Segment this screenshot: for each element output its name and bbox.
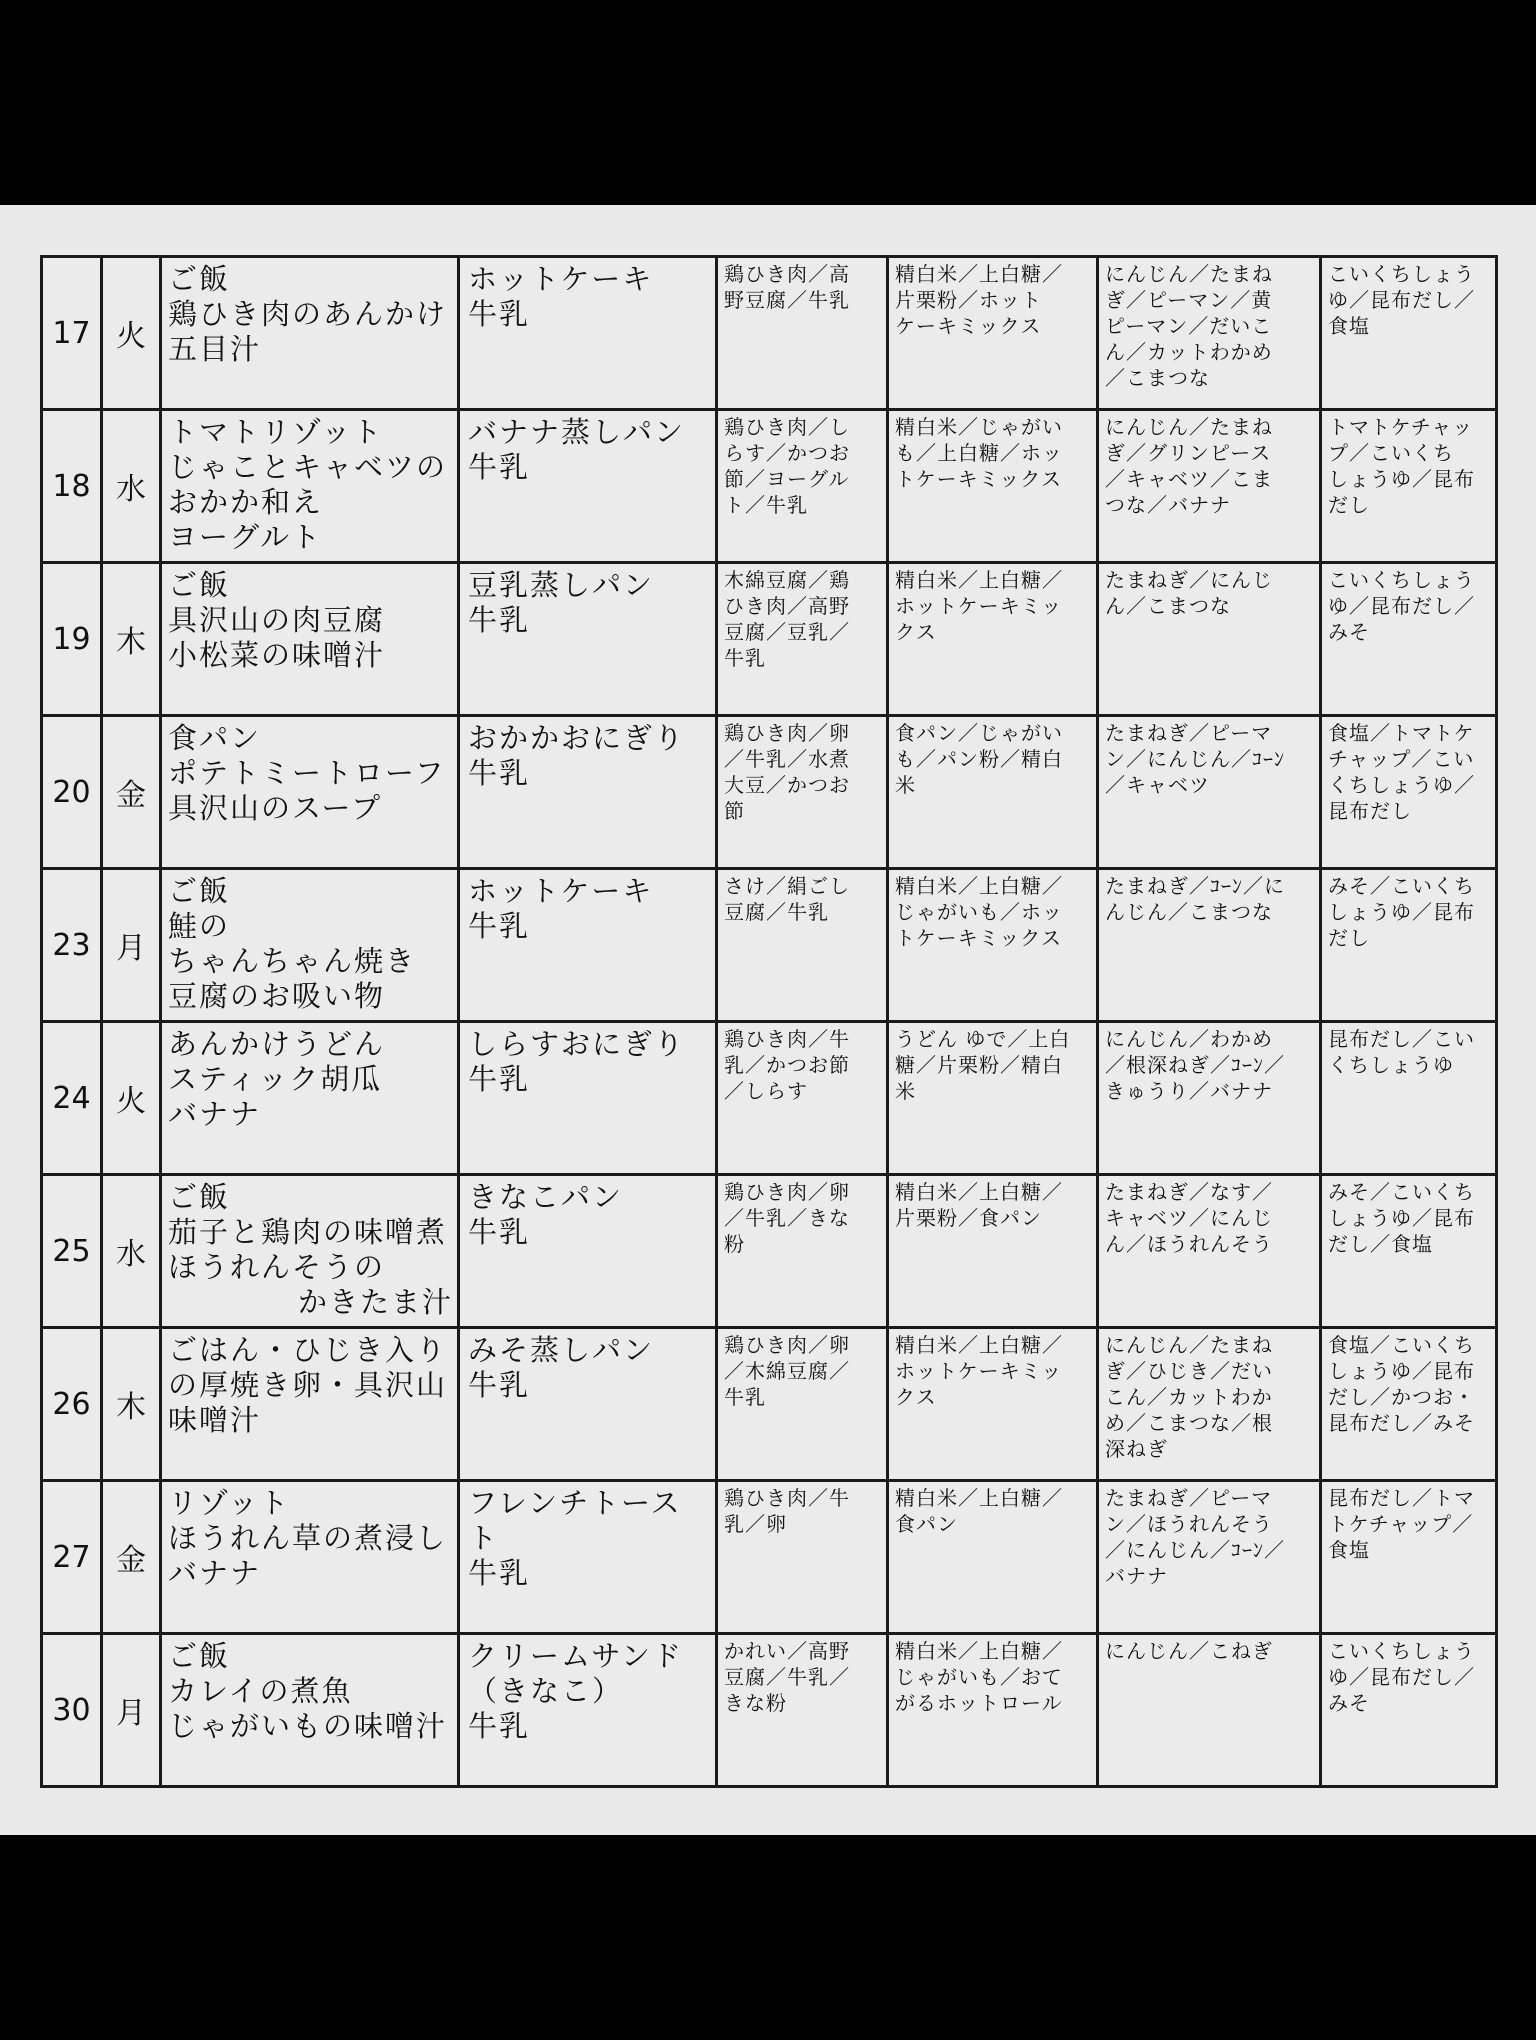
vitamin-foods-cell (1098, 716, 1321, 869)
snack-cell (459, 1175, 717, 1328)
text-line: ゆ／昆布だし／ (1328, 288, 1475, 312)
text-line: 牛乳 (468, 1368, 531, 1402)
text-line: ポテトミートローフ (168, 756, 446, 790)
seasoning-cell (1321, 410, 1497, 563)
snack-cell (459, 1634, 717, 1787)
text-line: ン／にんじん／ｺｰﾝ (1105, 747, 1285, 771)
text-line: 五目汁 (168, 332, 262, 366)
text-line: 鶏ひき肉／し (724, 415, 850, 439)
text-line: ゆ／昆布だし／ (1328, 594, 1475, 618)
text-line: みそ蒸しパン (468, 1333, 655, 1367)
text-line: にんじん／たまね (1105, 415, 1273, 439)
text-line: 食パン (168, 721, 262, 755)
text-line: 精白米／上白糖／ (895, 874, 1063, 898)
text-line: ／木綿豆腐／ (724, 1359, 850, 1383)
text-line: こいくちしょう (1328, 262, 1475, 286)
protein-foods-cell (717, 1022, 888, 1175)
dish-cell (161, 563, 459, 716)
text-line: じゃことキャベツの (168, 450, 448, 484)
text-line: 深ねぎ (1105, 1437, 1168, 1461)
snack-cell (459, 716, 717, 869)
dish-cell (161, 869, 459, 1022)
vitamin-foods-cell (1098, 1634, 1321, 1787)
text-line: トケーキミックス (895, 926, 1062, 950)
text-line: 具沢山のスープ (168, 791, 383, 825)
text-line: スティック胡瓜 (168, 1062, 383, 1096)
weekday-cell: 月 (102, 1634, 161, 1787)
text-line: じゃがいもの味噌汁 (168, 1709, 448, 1743)
energy-foods-cell (888, 869, 1098, 1022)
text-line: ご飯 (168, 1639, 231, 1673)
text-line: じゃがいも／ホッ (895, 900, 1063, 924)
text-line: 乳／かつお節 (724, 1053, 850, 1077)
dish-cell (161, 1022, 459, 1175)
text-line: だし (1328, 926, 1370, 950)
date-cell: 30 (42, 1634, 102, 1787)
text-line: おかかおにぎり (468, 721, 686, 755)
text-line: たまねぎ／にんじ (1105, 568, 1273, 592)
text-line: チャップ／こい (1328, 747, 1475, 771)
text-line: 牛乳 (724, 646, 766, 670)
table-row (42, 1022, 1497, 1175)
seasoning-cell (1321, 1022, 1497, 1175)
text-line: の厚焼き卵・具沢山 (168, 1368, 448, 1402)
text-line: バナナ (168, 1097, 262, 1131)
text-line: 鶏ひき肉／卵 (724, 1333, 850, 1357)
text-line: ぎ／ひじき／だい (1105, 1359, 1273, 1383)
text-line: こいくちしょう (1328, 568, 1475, 592)
energy-foods-cell (888, 1481, 1098, 1634)
text-line: みそ (1328, 1691, 1370, 1715)
vitamin-foods-cell (1098, 1022, 1321, 1175)
text-line: かきたま汁 (298, 1285, 454, 1319)
text-line: クス (895, 1385, 937, 1409)
energy-foods-cell (888, 716, 1098, 869)
text-line: クス (895, 620, 937, 644)
text-line: ケーキミックス (895, 314, 1042, 338)
text-line: がるホットロール (895, 1691, 1063, 1715)
text-line: ／キャベツ／こま (1105, 467, 1273, 491)
text-line: 食塩／こいくち (1328, 1333, 1475, 1357)
text-line: ン／ほうれんそう (1105, 1512, 1273, 1536)
text-line: 精白米／上白糖／ (895, 1333, 1063, 1357)
energy-foods-cell (888, 410, 1098, 563)
vitamin-foods-cell (1098, 1175, 1321, 1328)
seasoning-cell (1321, 1634, 1497, 1787)
text-line: トマトリゾット (168, 415, 384, 449)
text-line: ひき肉／高野 (724, 594, 850, 618)
protein-foods-cell (717, 1481, 888, 1634)
text-line: ／こまつな (1105, 366, 1210, 390)
seasoning-cell (1321, 716, 1497, 869)
text-line: たまねぎ／なす／ (1105, 1180, 1273, 1204)
text-line: おかか和え (168, 485, 324, 519)
text-line: 牛乳 (468, 1062, 531, 1096)
text-line: も／パン粉／精白 (895, 747, 1063, 771)
protein-foods-cell (717, 257, 888, 410)
text-line: 小松菜の味噌汁 (168, 638, 386, 672)
weekday-cell: 木 (102, 563, 161, 716)
vitamin-foods-cell (1098, 1481, 1321, 1634)
protein-foods-cell (717, 1328, 888, 1481)
text-line: しょうゆ／昆布 (1328, 900, 1475, 924)
seasoning-cell (1321, 1175, 1497, 1328)
text-line: 鶏ひき肉のあんかけ (168, 297, 448, 331)
text-line: くちしょうゆ／ (1328, 773, 1475, 797)
weekday-cell: 月 (102, 869, 161, 1022)
snack-cell (459, 1328, 717, 1481)
text-line: 野豆腐／牛乳 (724, 288, 850, 312)
dish-cell (161, 1634, 459, 1787)
text-line: だし／かつお・ (1328, 1385, 1475, 1409)
lunch-menu-table (40, 255, 1498, 1788)
text-line: だし (1328, 493, 1370, 517)
table-row (42, 1175, 1497, 1328)
text-line: 茄子と鶏肉の味噌煮 (168, 1215, 448, 1249)
snack-cell (459, 410, 717, 563)
text-line: ん／こまつな (1105, 594, 1231, 618)
text-line: んじん／こまつな (1105, 900, 1273, 924)
vitamin-foods-cell (1098, 1328, 1321, 1481)
text-line: こいくちしょう (1328, 1639, 1475, 1663)
text-line: トマトケチャッ (1328, 415, 1474, 439)
text-line: ト (468, 1521, 500, 1555)
weekday-cell: 水 (102, 1175, 161, 1328)
weekday-cell: 水 (102, 410, 161, 563)
protein-foods-cell (717, 563, 888, 716)
text-line: 牛乳 (468, 756, 531, 790)
text-line: きなこパン (468, 1180, 624, 1214)
seasoning-cell (1321, 1328, 1497, 1481)
text-line: 牛乳 (724, 1385, 766, 1409)
energy-foods-cell (888, 1328, 1098, 1481)
text-line: 食パン (895, 1512, 958, 1536)
energy-foods-cell (888, 1022, 1098, 1175)
text-line: 牛乳 (468, 603, 531, 637)
vitamin-foods-cell (1098, 410, 1321, 563)
weekday-cell: 金 (102, 1481, 161, 1634)
text-line: しょうゆ／昆布 (1328, 467, 1475, 491)
date-cell: 24 (42, 1022, 102, 1175)
text-line: 鶏ひき肉／高 (724, 262, 850, 286)
text-line: ご飯 (168, 262, 231, 296)
text-line: 精白米／上白糖／ (895, 262, 1063, 286)
text-line: 豆乳蒸しパン (468, 568, 655, 602)
text-line: 精白米／じゃがい (895, 415, 1063, 439)
text-line: さけ／絹ごし (724, 874, 850, 898)
text-line: にんじん／たまね (1105, 1333, 1273, 1357)
energy-foods-cell (888, 1634, 1098, 1787)
text-line: 豆腐／牛乳／ (724, 1665, 850, 1689)
text-line: たまねぎ／ピーマ (1105, 721, 1273, 745)
text-line: にんじん／こねぎ (1105, 1639, 1273, 1663)
text-line: だし／食塩 (1328, 1232, 1433, 1256)
text-line: 米 (895, 1079, 916, 1103)
text-line: ホットケーキ (468, 874, 654, 908)
date-cell: 27 (42, 1481, 102, 1634)
text-line: 具沢山の肉豆腐 (168, 603, 386, 637)
text-line: 鶏ひき肉／牛 (724, 1486, 850, 1510)
text-line: ／しらす (724, 1079, 808, 1103)
text-line: ん／カットわかめ (1105, 340, 1273, 364)
text-line: ちゃんちゃん焼き (168, 944, 417, 978)
text-line: トケーキミックス (895, 467, 1062, 491)
text-line: 鶏ひき肉／卵 (724, 721, 850, 745)
dish-cell (161, 1175, 459, 1328)
text-line: ／キャベツ (1105, 773, 1210, 797)
text-line: 昆布だし (1328, 799, 1412, 823)
text-line: キャベツ／にんじ (1105, 1206, 1273, 1230)
text-line: くちしょうゆ (1328, 1053, 1454, 1077)
date-cell: 23 (42, 869, 102, 1022)
text-line: きゅうり／バナナ (1105, 1079, 1273, 1103)
text-line: ぎ／グリンピース (1105, 441, 1272, 465)
seasoning-cell (1321, 1481, 1497, 1634)
protein-foods-cell (717, 869, 888, 1022)
date-cell: 18 (42, 410, 102, 563)
vitamin-foods-cell (1098, 257, 1321, 410)
text-line: 昆布だし／みそ (1328, 1411, 1475, 1435)
text-line: 精白米／上白糖／ (895, 1486, 1063, 1510)
text-line: 牛乳 (468, 909, 531, 943)
text-line: しょうゆ／昆布 (1328, 1206, 1475, 1230)
text-line: 精白米／上白糖／ (895, 568, 1063, 592)
text-line: め／こまつな／根 (1105, 1411, 1273, 1435)
text-line: ほうれん草の煮浸し (168, 1521, 448, 1555)
text-line: ホットケーキミッ (895, 594, 1063, 618)
seasoning-cell (1321, 869, 1497, 1022)
text-line: 食塩 (1328, 314, 1370, 338)
dish-cell (161, 410, 459, 563)
seasoning-cell (1321, 563, 1497, 716)
date-cell: 19 (42, 563, 102, 716)
text-line: 片栗粉／ホット (895, 288, 1042, 312)
text-line: ほうれんそうの (168, 1250, 386, 1284)
snack-cell (459, 869, 717, 1022)
weekday-cell: 火 (102, 257, 161, 410)
energy-foods-cell (888, 257, 1098, 410)
text-line: たまねぎ／ピーマ (1105, 1486, 1273, 1510)
text-line: みそ (1328, 620, 1370, 644)
weekday-cell: 金 (102, 716, 161, 869)
text-line: も／上白糖／ホッ (895, 441, 1063, 465)
protein-foods-cell (717, 1175, 888, 1328)
text-line: ／牛乳／水煮 (724, 747, 850, 771)
text-line: こん／カットわか (1105, 1385, 1273, 1409)
text-line: かれい／高野 (724, 1639, 850, 1663)
date-cell: 25 (42, 1175, 102, 1328)
text-line: フレンチトース (468, 1486, 682, 1520)
text-line: ご飯 (168, 568, 231, 602)
text-line: 節 (724, 799, 745, 823)
text-line: 牛乳 (468, 1215, 531, 1249)
text-line: トケチャップ／ (1328, 1512, 1474, 1536)
text-line: ご飯 (168, 874, 231, 908)
text-line: 鮭の (168, 909, 231, 943)
text-line: 大豆／かつお (724, 773, 850, 797)
text-line: みそ／こいくち (1328, 874, 1475, 898)
text-line: カレイの煮魚 (168, 1674, 353, 1708)
text-line: 牛乳 (468, 450, 531, 484)
text-line: 粉 (724, 1232, 745, 1256)
table-row (42, 563, 1497, 716)
date-cell: 17 (42, 257, 102, 410)
text-line: バナナ (1105, 1564, 1168, 1588)
text-line: バナナ (168, 1556, 262, 1590)
text-line: 食パン／じゃがい (895, 721, 1063, 745)
date-cell: 20 (42, 716, 102, 869)
text-line: 節／ヨーグル (724, 467, 850, 491)
table-row (42, 410, 1497, 563)
text-line: 片栗粉／食パン (895, 1206, 1042, 1230)
text-line: 食塩 (1328, 1538, 1370, 1562)
text-line: プ／こいくち (1328, 441, 1454, 465)
text-line: 乳／卵 (724, 1512, 787, 1536)
snack-cell (459, 1022, 717, 1175)
snack-cell (459, 257, 717, 410)
protein-foods-cell (717, 1634, 888, 1787)
text-line: ん／ほうれんそう (1105, 1232, 1273, 1256)
energy-foods-cell (888, 563, 1098, 716)
text-line: ホットケーキミッ (895, 1359, 1063, 1383)
text-line: 牛乳 (468, 1556, 531, 1590)
text-line: 精白米／上白糖／ (895, 1180, 1063, 1204)
text-line: たまねぎ／ｺｰﾝ／に (1105, 874, 1285, 898)
text-line: 鶏ひき肉／牛 (724, 1027, 850, 1051)
text-line: ホットケーキ (468, 262, 654, 296)
dish-cell (161, 257, 459, 410)
text-line: らす／かつお (724, 441, 850, 465)
table-row (42, 1634, 1497, 1787)
text-line: じゃがいも／おて (895, 1665, 1063, 1689)
text-line: 米 (895, 773, 916, 797)
text-line: ご飯 (168, 1180, 231, 1214)
text-line: ゆ／昆布だし／ (1328, 1665, 1475, 1689)
text-line: ピーマン／だいこ (1105, 314, 1273, 338)
text-line: 味噌汁 (168, 1403, 262, 1437)
text-line: みそ／こいくち (1328, 1180, 1475, 1204)
text-line: 昆布だし／トマ (1328, 1486, 1475, 1510)
table-row (42, 869, 1497, 1022)
dish-cell (161, 1481, 459, 1634)
table-row (42, 1481, 1497, 1634)
text-line: ／にんじん／ｺｰﾝ／ (1105, 1538, 1285, 1562)
text-line: うどん ゆで／上白 (895, 1027, 1071, 1051)
text-line: つな／バナナ (1105, 493, 1231, 517)
text-line: にんじん／たまね (1105, 262, 1273, 286)
energy-foods-cell (888, 1175, 1098, 1328)
weekday-cell: 木 (102, 1328, 161, 1481)
snack-cell (459, 1481, 717, 1634)
text-line: 豆腐のお吸い物 (168, 979, 386, 1013)
text-line: しょうゆ／昆布 (1328, 1359, 1475, 1383)
text-line: 昆布だし／こい (1328, 1027, 1475, 1051)
text-line: 鶏ひき肉／卵 (724, 1180, 850, 1204)
date-cell: 26 (42, 1328, 102, 1481)
text-line: 食塩／トマトケ (1328, 721, 1475, 745)
vitamin-foods-cell (1098, 869, 1321, 1022)
text-line: ／牛乳／きな (724, 1206, 850, 1230)
seasoning-cell (1321, 257, 1497, 410)
vitamin-foods-cell (1098, 563, 1321, 716)
protein-foods-cell (717, 716, 888, 869)
text-line: 木綿豆腐／鶏 (724, 568, 850, 592)
snack-cell (459, 563, 717, 716)
protein-foods-cell (717, 410, 888, 563)
weekday-cell: 火 (102, 1022, 161, 1175)
dish-cell (161, 716, 459, 869)
dish-cell (161, 1328, 459, 1481)
table-row (42, 1328, 1497, 1481)
text-line: ト／牛乳 (724, 493, 808, 517)
table-row (42, 257, 1497, 410)
text-line: しらすおにぎり (468, 1027, 686, 1061)
text-line: 精白米／上白糖／ (895, 1639, 1063, 1663)
text-line: ぎ／ピーマン／黄 (1105, 288, 1273, 312)
text-line: 豆腐／牛乳 (724, 900, 829, 924)
text-line: ヨーグルト (168, 520, 323, 554)
text-line: きな粉 (724, 1691, 787, 1715)
text-line: （きなこ） (468, 1674, 624, 1708)
text-line: 豆腐／豆乳／ (724, 620, 850, 644)
table-row (42, 716, 1497, 869)
text-line: ／根深ねぎ／ｺｰﾝ／ (1105, 1053, 1285, 1077)
text-line: バナナ蒸しパン (468, 415, 686, 449)
text-line: にんじん／わかめ (1105, 1027, 1273, 1051)
text-line: リゾット (168, 1486, 291, 1520)
text-line: あんかけうどん (168, 1027, 386, 1061)
text-line: 牛乳 (468, 297, 531, 331)
text-line: ごはん・ひじき入り (168, 1333, 448, 1367)
text-line: 牛乳 (468, 1709, 531, 1743)
text-line: 糖／片栗粉／精白 (895, 1053, 1063, 1077)
text-line: クリームサンド (468, 1639, 683, 1673)
